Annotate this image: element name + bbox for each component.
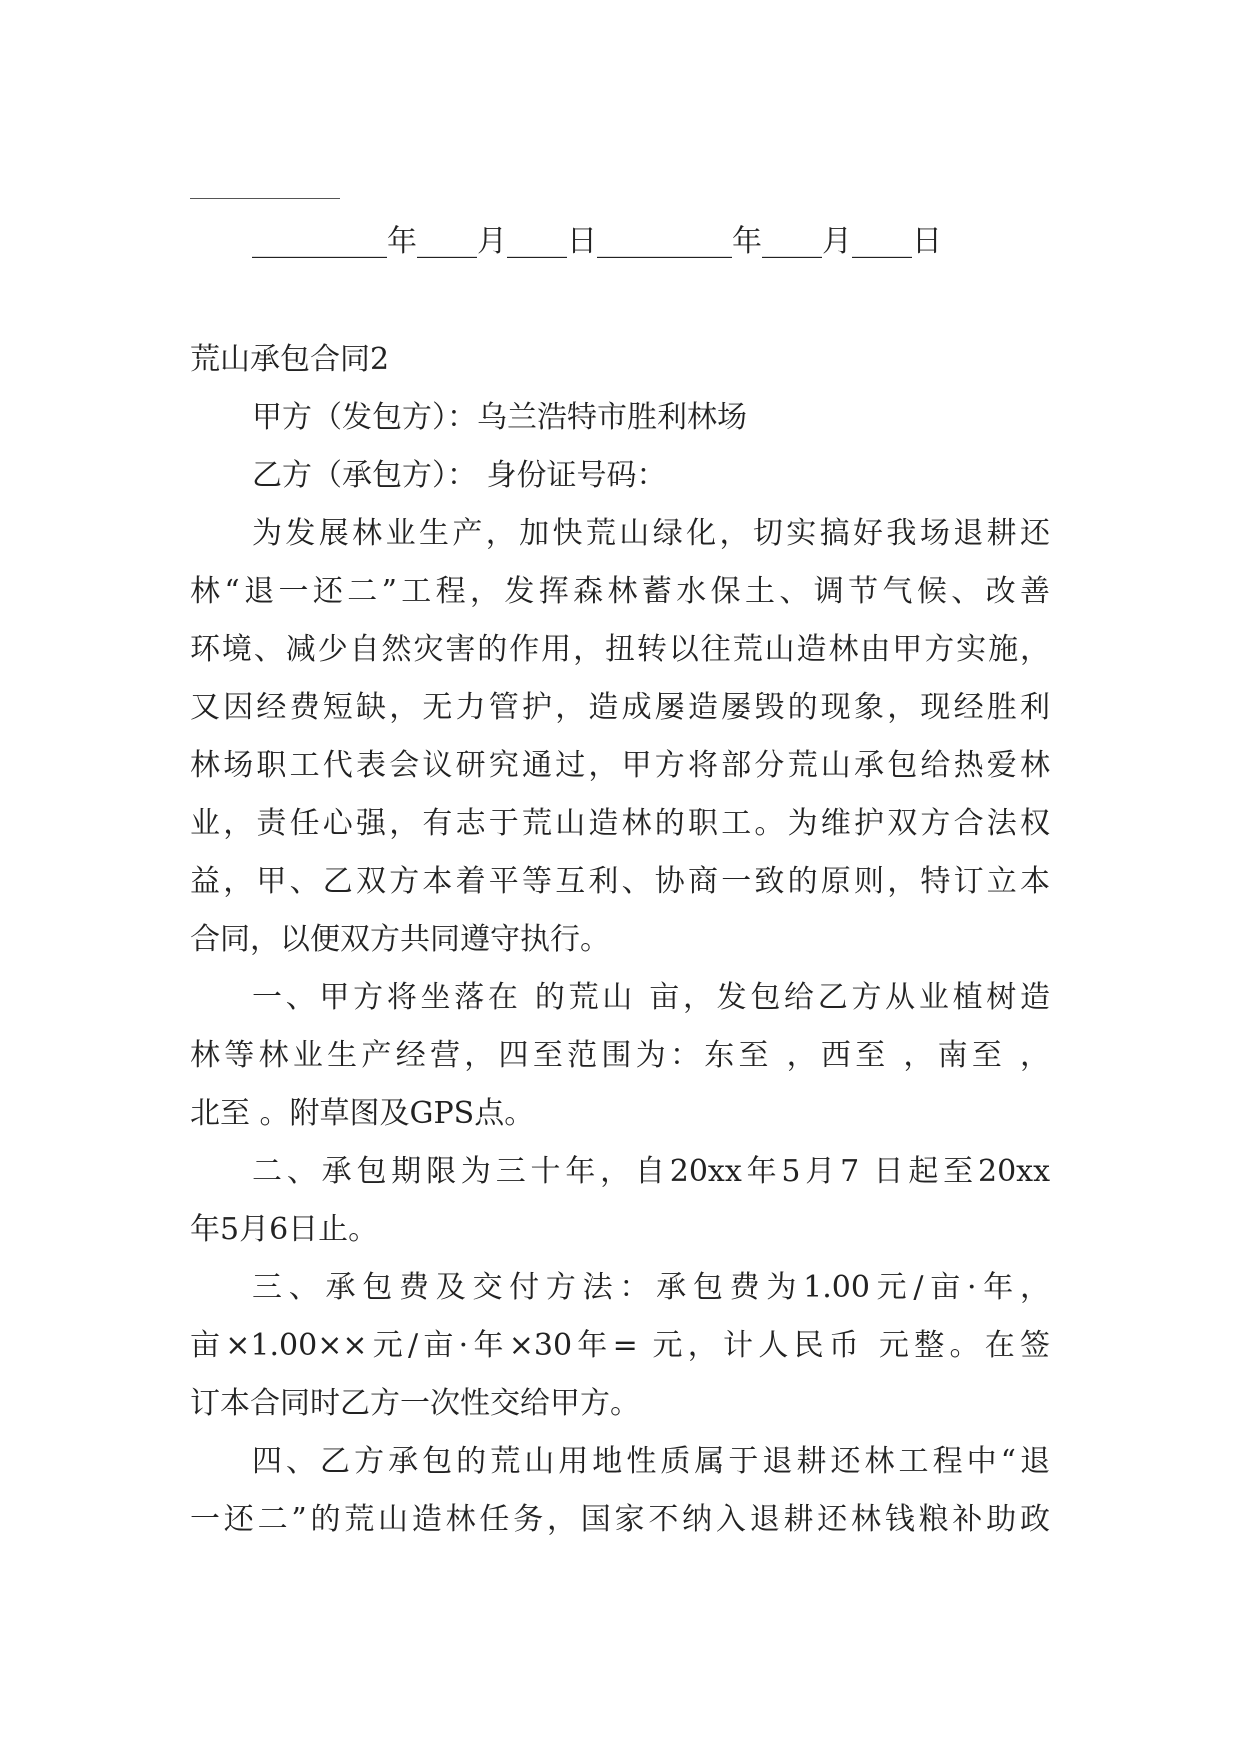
body-line-6: 业，责任心强，有志于荒山造林的职工。为维护双方合法权 [190, 806, 1050, 841]
party-b-line: 乙方（承包方）： 身份证号码： [252, 458, 667, 493]
body-line-2: 林“退一还二”工程，发挥森林蓄水保土、调节气候、改善 [190, 574, 1050, 609]
clause-2-line-1: 二、承包期限为三十年，自20xx年5月7 日起至20xx [252, 1154, 1050, 1189]
body-line-4: 又因经费短缺，无力管护，造成屡造屡毁的现象，现经胜利 [190, 690, 1050, 725]
body-line-3: 环境、减少自然灾害的作用，扭转以往荒山造林由甲方实施， [190, 632, 1050, 667]
clause-1-line-3: 北至 。附草图及GPS点。 [190, 1096, 535, 1131]
clause-1-line-2: 林等林业生产经营，四至范围为：东至 ，西至 ，南至 ， [190, 1038, 1050, 1073]
date-line: _________年____月____日_________年____月____日 [252, 224, 942, 259]
body-line-1: 为发展林业生产，加快荒山绿化，切实搞好我场退耕还 [252, 516, 1050, 551]
body-line-7: 益，甲、乙双方本着平等互利、协商一致的原则，特订立本 [190, 864, 1050, 899]
clause-3-line-1: 三、承包费及交付方法：承包费为1.00元/亩·年， [252, 1270, 1050, 1305]
signature-blank-rule [190, 198, 340, 199]
party-a-line: 甲方（发包方）：乌兰浩特市胜利林场 [252, 400, 747, 435]
body-line-8: 合同，以便双方共同遵守执行。 [190, 922, 610, 957]
body-line-5: 林场职工代表会议研究通过，甲方将部分荒山承包给热爱林 [190, 748, 1050, 783]
clause-3-line-2: 亩×1.00××元/亩·年×30年= 元，计人民币 元整。在签 [190, 1328, 1050, 1363]
clause-2-line-2: 年5月6日止。 [190, 1212, 379, 1247]
clause-4-line-2: 一还二”的荒山造林任务，国家不纳入退耕还林钱粮补助政 [190, 1502, 1050, 1537]
contract-heading: 荒山承包合同2 [190, 342, 390, 377]
clause-3-line-3: 订本合同时乙方一次性交给甲方。 [190, 1386, 640, 1421]
clause-4-line-1: 四、乙方承包的荒山用地性质属于退耕还林工程中“退 [252, 1444, 1050, 1479]
clause-1-line-1: 一、甲方将坐落在 的荒山 亩，发包给乙方从业植树造 [252, 980, 1050, 1015]
